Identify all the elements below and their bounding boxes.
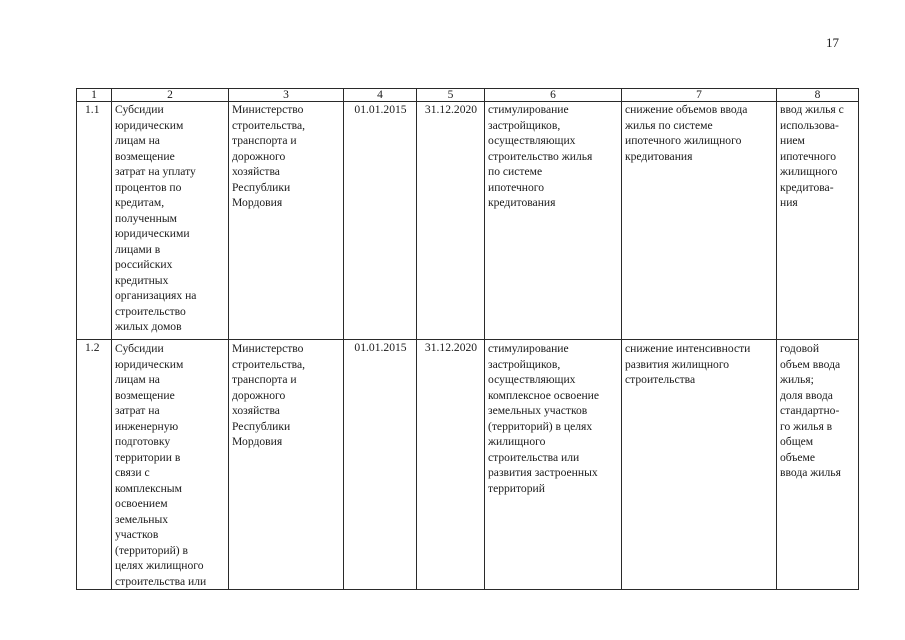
cell-text-line: кредитных: [115, 273, 169, 287]
cell-text-line: ипотечного жилищного: [625, 134, 742, 147]
cell-text-line: лицами в: [115, 242, 161, 256]
cell-text-line: возмещение: [115, 388, 175, 402]
cell-text-line: лицам на: [115, 134, 160, 147]
cell-text-line: связи с: [115, 466, 150, 479]
cell-text-line: подготовку: [115, 435, 171, 448]
program-measures-table: [76, 88, 859, 590]
cell-text-line: комплексным: [115, 481, 182, 495]
column-number-row: [77, 89, 859, 102]
cell-text-line: ввод жилья с: [780, 103, 844, 116]
consequences-cell: [622, 340, 777, 590]
cell-text-line: затрат на: [115, 404, 160, 417]
cell-text-line: развития застроенных: [488, 466, 598, 479]
cell-text-line: жилых домов: [115, 320, 182, 333]
cell-text-line: процентов по: [115, 180, 182, 194]
cell-text-line: (территорий) в: [115, 543, 189, 557]
cell-text-line: строительства или: [115, 574, 207, 588]
row-number: 1.1: [77, 102, 112, 340]
measure-name-cell: [112, 102, 229, 340]
cell-text-line: общем: [780, 435, 814, 448]
cell-text-line: лицам на: [115, 373, 160, 386]
indicator-link-cell: [777, 102, 859, 340]
cell-text-line: использова-: [780, 118, 839, 132]
cell-text-line: территории в: [115, 450, 181, 464]
cell-text-line: ввода жилья: [780, 466, 841, 479]
cell-text-line: строительства,: [232, 118, 306, 132]
cell-text-line: жилья по системе: [625, 118, 713, 132]
cell-text-line: застройщиков,: [488, 357, 561, 371]
cell-text-line: го жилья в: [780, 419, 833, 433]
cell-text-line: целях жилищного: [115, 559, 204, 572]
cell-text-line: участков: [115, 528, 159, 541]
cell-text-line: дорожного: [232, 149, 286, 163]
cell-text-line: годовой: [780, 342, 820, 355]
cell-text-line: организациях на: [115, 289, 197, 302]
consequences-cell: [622, 102, 777, 340]
cell-text-line: Субсидии: [115, 103, 164, 116]
cell-text-line: осуществляющих: [488, 373, 576, 386]
cell-text-line: хозяйства: [232, 165, 280, 178]
cell-text-line: земельных: [115, 512, 169, 526]
cell-text-line: возмещение: [115, 149, 175, 163]
cell-text-line: Министерство: [232, 103, 304, 116]
cell-text-line: полученным: [115, 211, 177, 225]
cell-text-line: нием: [780, 134, 805, 147]
cell-text-line: строительства,: [232, 357, 306, 371]
column-number: 8: [777, 89, 859, 102]
cell-text-line: снижение объемов ввода: [625, 103, 748, 116]
cell-text-line: Министерство: [232, 342, 304, 355]
cell-text-line: Мордовия: [232, 435, 283, 448]
cell-text-line: ипотечного: [488, 180, 545, 194]
column-number: 4: [344, 89, 417, 102]
cell-text-line: юридическим: [115, 357, 184, 371]
cell-text-line: доля ввода: [780, 388, 833, 402]
cell-text-line: развития жилищного: [625, 357, 730, 371]
start-date-cell: 01.01.2015: [344, 102, 417, 340]
cell-text-line: строительство: [115, 304, 186, 318]
cell-text-line: объем ввода: [780, 357, 841, 371]
cell-text-line: затрат на уплату: [115, 165, 196, 178]
column-number: 1: [77, 89, 112, 102]
cell-text-line: строительства: [625, 373, 696, 386]
cell-text-line: кредитам,: [115, 196, 165, 209]
cell-text-line: хозяйства: [232, 404, 280, 417]
page-number: 17: [826, 35, 839, 50]
table-row: [77, 102, 859, 340]
cell-text-line: стимулирование: [488, 342, 569, 355]
cell-text-line: транспорта и: [232, 373, 297, 386]
cell-text-line: ипотечного: [780, 149, 837, 163]
cell-text-line: снижение интенсивности: [625, 342, 751, 355]
measure-name-cell: [112, 340, 229, 590]
expected-result-cell: [485, 340, 622, 590]
executor-cell: [229, 102, 344, 340]
row-number: 1.2: [77, 340, 112, 590]
cell-text-line: стимулирование: [488, 103, 569, 116]
cell-text-line: строительство жилья: [488, 149, 593, 163]
expected-result-cell: [485, 102, 622, 340]
cell-text-line: осуществляющих: [488, 134, 576, 147]
cell-text-line: Субсидии: [115, 342, 164, 355]
executor-cell: [229, 340, 344, 590]
cell-text-line: дорожного: [232, 388, 286, 402]
table-row: [77, 340, 859, 590]
cell-text-line: ния: [780, 196, 798, 209]
cell-text-line: юридическим: [115, 118, 184, 132]
cell-text-line: жилья;: [780, 373, 814, 386]
cell-text-line: кредитования: [625, 149, 693, 163]
column-number: 2: [112, 89, 229, 102]
cell-text-line: кредитова-: [780, 180, 834, 194]
start-date-cell: 01.01.2015: [344, 340, 417, 590]
column-number: 3: [229, 89, 344, 102]
cell-text-line: транспорта и: [232, 134, 297, 147]
cell-text-line: кредитования: [488, 196, 556, 209]
cell-text-line: жилищного: [780, 165, 838, 178]
column-number: 7: [622, 89, 777, 102]
cell-text-line: комплексное освоение: [488, 388, 600, 402]
cell-text-line: жилищного: [488, 435, 546, 448]
cell-text-line: Мордовия: [232, 196, 283, 209]
cell-text-line: Республики: [232, 419, 291, 433]
cell-text-line: территорий: [488, 481, 545, 495]
column-number: 6: [485, 89, 622, 102]
cell-text-line: строительства или: [488, 450, 580, 464]
cell-text-line: земельных участков: [488, 404, 588, 417]
column-number: 5: [417, 89, 485, 102]
cell-text-line: юридическими: [115, 227, 190, 240]
cell-text-line: Республики: [232, 180, 291, 194]
indicator-link-cell: [777, 340, 859, 590]
end-date-cell: 31.12.2020: [417, 102, 485, 340]
cell-text-line: российских: [115, 258, 173, 271]
cell-text-line: (территорий) в целях: [488, 419, 593, 433]
cell-text-line: объеме: [780, 450, 816, 464]
cell-text-line: стандартно-: [780, 404, 840, 417]
cell-text-line: застройщиков,: [488, 118, 561, 132]
end-date-cell: 31.12.2020: [417, 340, 485, 590]
cell-text-line: освоением: [115, 497, 168, 510]
cell-text-line: инженерную: [115, 419, 179, 433]
cell-text-line: по системе: [488, 165, 543, 178]
